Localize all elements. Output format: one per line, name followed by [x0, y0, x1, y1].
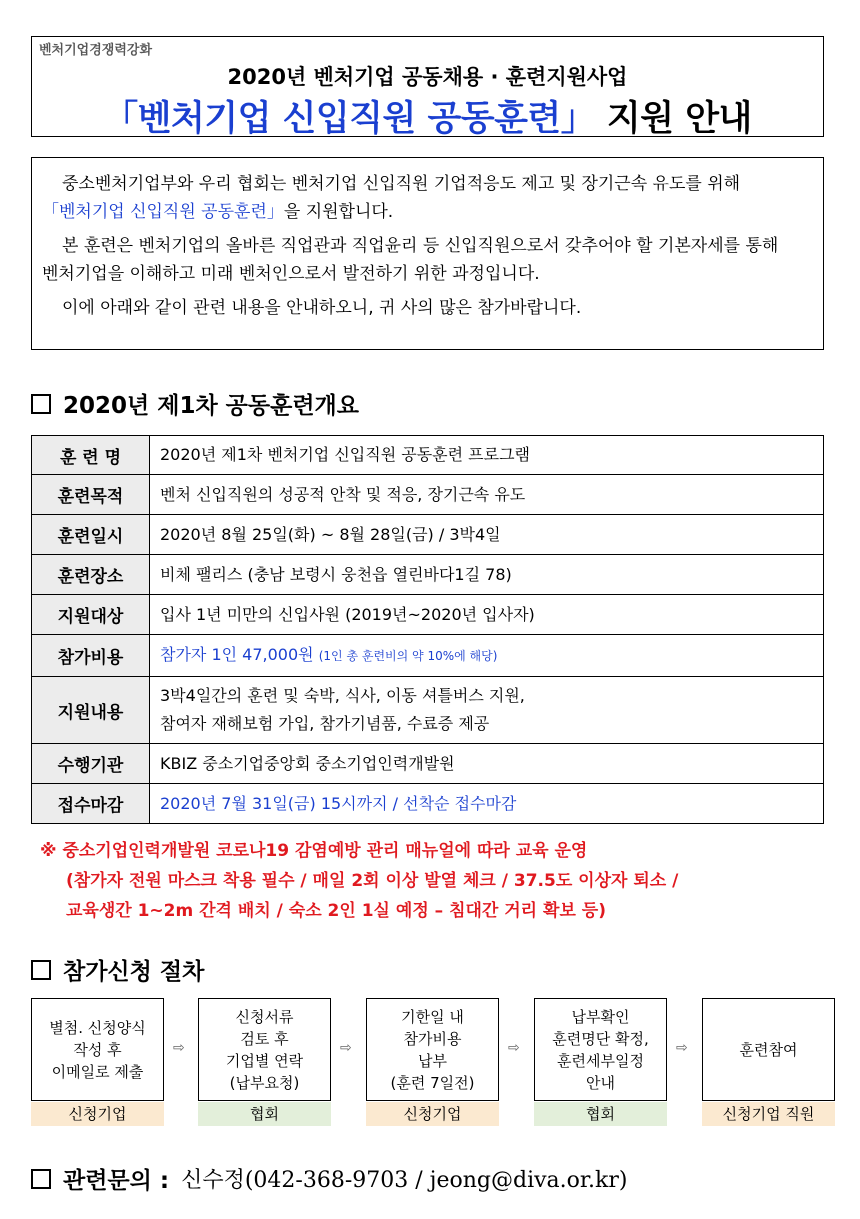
row-value: KBIZ 중소기업중앙회 중소기업인력개발원 [150, 744, 824, 784]
fee-value: 참가자 1인 47,000원 [160, 645, 314, 664]
table-row [32, 744, 824, 784]
step-text: 납부 [418, 1051, 447, 1070]
row-label: 지원내용 [32, 677, 150, 744]
row-value: 2020년 제1차 벤처기업 신입직원 공동훈련 프로그램 [150, 436, 824, 475]
row-value [150, 677, 824, 744]
step-text: 훈련세부일정 [557, 1051, 644, 1070]
row-label: 접수마감 [32, 784, 150, 824]
intro-text: 을 지원합니다. [283, 202, 394, 222]
actor-tag: 신청기업 직원 [702, 1102, 835, 1126]
checkbox-icon [31, 394, 51, 414]
procedure-heading-text: 참가신청 절차 [63, 959, 205, 985]
intro-paragraph-3: 이에 아래와 같이 관련 내용을 안내하오니, 귀 사의 많은 참가바랍니다. [62, 298, 582, 318]
step-text: 기한일 내 [401, 1007, 464, 1026]
table-row [32, 677, 824, 744]
row-value: 입사 1년 미만의 신입사원 (2019년~2020년 입사자) [150, 595, 824, 635]
actor-tag: 협회 [198, 1102, 331, 1126]
checkbox-icon [31, 1169, 51, 1189]
actor-tag: 신청기업 [31, 1102, 164, 1126]
table-row [32, 595, 824, 635]
table-row [32, 436, 824, 475]
support-line-2: 참여자 재해보험 가입, 참가기념품, 수료증 제공 [160, 714, 490, 733]
intro-paragraph-2: 본 훈련은 벤처기업의 올바른 직업관과 직업윤리 등 신입직원으로서 갖추어야 할 기본자세를 통해 벤처기업을 이해하고 미래 벤처인으로서 발전하기 위한 과정입니다. [42, 236, 779, 284]
title-box [31, 36, 824, 137]
covid-notice [40, 836, 678, 926]
arrow-right-icon: ⇨ [508, 1040, 520, 1056]
row-value: 2020년 8월 25일(화) ~ 8월 28일(금) / 3박4일 [150, 515, 824, 555]
row-label: 훈 련 명 [32, 436, 150, 475]
notice-line-3: 교육생간 1~2m 간격 배치 / 숙소 2인 1실 예정 – 침대간 거리 확보 등) [66, 901, 606, 921]
step-text: 검토 후 [240, 1029, 289, 1048]
row-value: 벤처 신입직원의 성공적 안착 및 적응, 장기근속 유도 [150, 475, 824, 515]
row-label: 수행기관 [32, 744, 150, 784]
org-label: 벤처기업경쟁력강화 [39, 43, 153, 58]
step-5-box [702, 998, 835, 1101]
contact-line [31, 1162, 627, 1195]
row-label: 지원대상 [32, 595, 150, 635]
step-3-box [366, 998, 499, 1101]
step-text: 이메일로 제출 [51, 1062, 144, 1081]
row-value: 비체 팰리스 (충남 보령시 웅천읍 열린바다1길 78) [150, 555, 824, 595]
step-text: (훈련 7일전) [390, 1073, 475, 1092]
table-row [32, 784, 824, 824]
row-value [150, 635, 824, 677]
step-text: 납부확인 [571, 1007, 630, 1026]
step-text: 안내 [586, 1073, 615, 1092]
row-label: 참가비용 [32, 635, 150, 677]
step-2-box [198, 998, 331, 1101]
table-row [32, 555, 824, 595]
overview-heading [31, 387, 359, 420]
overview-table [31, 435, 824, 824]
intro-highlight: 「벤처기업 신입직원 공동훈련」 [42, 202, 284, 222]
support-line-1: 3박4일간의 훈련 및 숙박, 식사, 이동 셔틀버스 지원, [160, 686, 525, 705]
notice-line-2: (참가자 전원 마스크 착용 필수 / 매일 2회 이상 발열 체크 / 37.5도 이상자 퇴소 / [66, 871, 679, 891]
step-text: (납부요청) [229, 1073, 300, 1092]
intro-paragraph-1 [42, 170, 813, 226]
step-text: 훈련명단 확정, [552, 1029, 649, 1048]
table-row [32, 475, 824, 515]
step-text: 참가비용 [403, 1029, 462, 1048]
step-text: 신청서류 [235, 1007, 294, 1026]
overview-heading-text: 2020년 제1차 공동훈련개요 [63, 393, 359, 419]
row-value: 2020년 7월 31일(금) 15시까지 / 선착순 접수마감 [150, 784, 824, 824]
fee-note: (1인 총 훈련비의 약 10%에 해당) [318, 649, 498, 663]
notice-line-1: ※ 중소기업인력개발원 코로나19 감염예방 관리 매뉴얼에 따라 교육 운영 [40, 841, 588, 861]
checkbox-icon [31, 960, 51, 980]
row-label: 훈련장소 [32, 555, 150, 595]
subtitle: 2020년 벤처기업 공동채용 · 훈련지원사업 [227, 65, 628, 89]
step-text: 작성 후 [73, 1040, 122, 1059]
main-title-rest: 지원 안내 [606, 99, 752, 139]
arrow-right-icon: ⇨ [340, 1040, 352, 1056]
main-title-highlight: 「벤처기업 신입직원 공동훈련」 [103, 99, 596, 139]
table-row [32, 635, 824, 677]
step-text: 별첨. 신청양식 [49, 1018, 146, 1037]
procedure-heading [31, 953, 204, 986]
step-1-box [31, 998, 164, 1101]
intro-box [31, 157, 824, 350]
step-text: 기업별 연락 [225, 1051, 304, 1070]
row-label: 훈련목적 [32, 475, 150, 515]
actor-tag: 협회 [534, 1102, 667, 1126]
row-label: 훈련일시 [32, 515, 150, 555]
step-4-box [534, 998, 667, 1101]
arrow-right-icon: ⇨ [173, 1040, 185, 1056]
table-row [32, 515, 824, 555]
contact-value[interactable]: 신수정(042-368-9703 / jeong@diva.or.kr) [181, 1168, 628, 1193]
main-title [32, 91, 823, 141]
contact-label: 관련문의 : [63, 1168, 170, 1194]
step-text: 훈련참여 [739, 1040, 798, 1059]
intro-text: 중소벤처기업부와 우리 협회는 벤처기업 신입직원 기업적응도 제고 및 장기근속 유도를 위해 [62, 174, 741, 194]
arrow-right-icon: ⇨ [676, 1040, 688, 1056]
actor-tag: 신청기업 [366, 1102, 499, 1126]
